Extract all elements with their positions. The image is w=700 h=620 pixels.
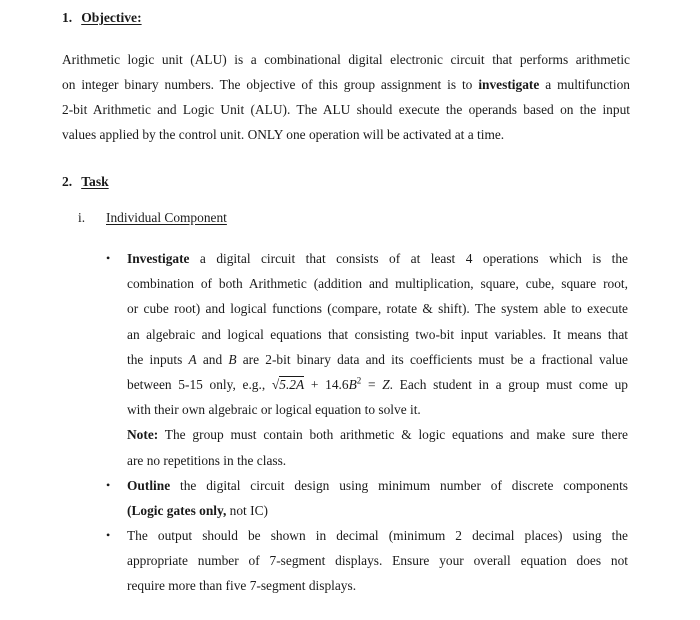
investigate-emphasis: investigate	[478, 77, 540, 92]
b3-line-2: appropriate number of 7-segment displays. Ensure your overall equation does not	[127, 553, 628, 569]
b1-line-7: with their own algebraic or logical equation to solve it.	[127, 402, 421, 418]
individual-component-heading	[78, 210, 227, 226]
b1-line-4: an algebraic and logical equations that consisting two-bit input variables. It means that	[127, 326, 628, 342]
b1-line-5: the inputs A and B are 2-bit binary data and its coefficients must be a fractional value	[127, 351, 628, 367]
bullet-outline	[106, 473, 628, 523]
objective-heading	[62, 10, 142, 26]
bullet-dot-icon: •	[106, 251, 111, 265]
objective-line-4: values applied by the control unit. ONLY one operation will be activated at a time.	[62, 127, 505, 142]
b1-line-3: or cube root) and logical functions (compare, rotate & shift). The system able to execute	[127, 301, 628, 317]
objective-line-1: Arithmetic logic unit (ALU) is a combinational digital electronic circuit that performs arithmetic	[62, 52, 630, 67]
objective-paragraph	[62, 47, 630, 147]
b1-line-1: Investigate a digital circuit that consists of at least 4 operations which is the	[127, 251, 628, 266]
task-number: 2.	[62, 174, 73, 189]
bullet-dot-icon: •	[106, 477, 111, 492]
objective-line-3: 2-bit Arithmetic and Logic Unit (ALU). The ALU should execute the operands based on the input	[62, 102, 630, 117]
task-bullet-list	[106, 246, 628, 599]
b1-line-2: combination of both Arithmetic (addition and multiplication, square, cube, square root,	[127, 276, 628, 292]
task-heading	[62, 174, 109, 190]
b3-line-3: require more than five 7-segment displays.	[127, 578, 357, 594]
bullet-dot-icon: •	[106, 528, 111, 543]
b1-line-6: between 5-15 only, e.g., $√5.2A + 14.6B^2 = Z$. Each student in a group must come up	[127, 375, 629, 392]
bullet-investigate	[106, 246, 628, 473]
b2-line-1: Outline the digital circuit design using minimum number of discrete components	[127, 477, 628, 493]
note-label: Note:	[127, 427, 159, 443]
objective-number: 1.	[62, 10, 73, 25]
example-equation: $√5.2A + 14.6B^2 = Z$	[271, 375, 390, 392]
note-line-2: are no repetitions in the class.	[127, 452, 287, 468]
task-title: Task	[81, 174, 109, 189]
b2-line-2: (Logic gates only, not IC)	[127, 502, 268, 518]
objective-title: Objective:	[81, 10, 142, 25]
note-line-1: Note: The group must contain both arithmetic & logic equations and make sure there	[127, 427, 628, 443]
b3-line-1: The output should be shown in decimal (minimum 2 decimal places) using the	[127, 528, 628, 544]
individual-component-title: Individual Component	[106, 210, 227, 225]
roman-numeral: i.	[78, 210, 86, 225]
bullet-output	[106, 523, 628, 599]
objective-line-2: on integer binary numbers. The objective of this group assignment is to investigate a multifunction	[62, 77, 630, 92]
